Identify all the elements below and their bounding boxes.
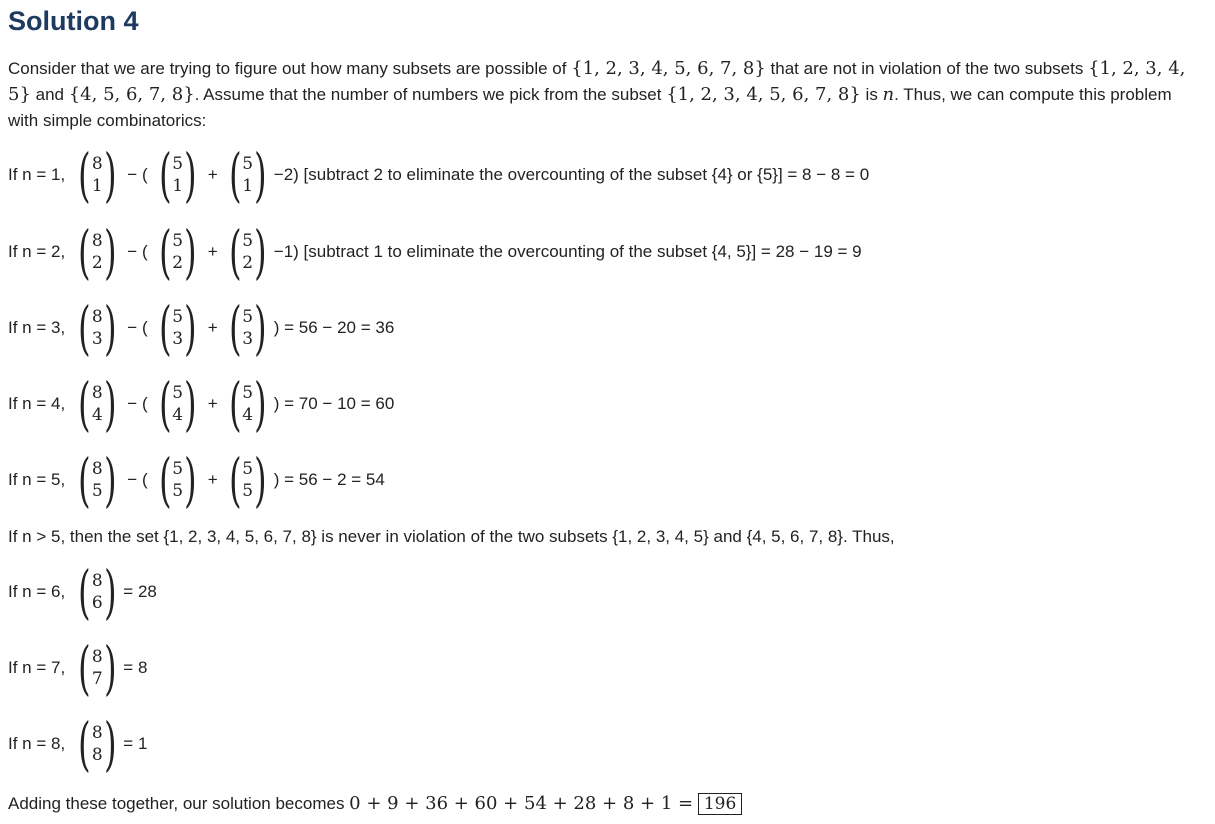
minus-operator: − ( [127,394,148,413]
binomial [224,294,272,362]
paren-left: ( [158,218,172,286]
paren-right: ) [254,446,267,514]
binom-bottom: 1 [172,176,184,196]
case-row-7 [8,636,147,700]
binom-bottom: 4 [172,405,184,425]
paren-left: ( [78,370,91,438]
case-row-5 [8,448,385,512]
case-label: If n = 4, [8,394,66,413]
paren-right: ) [103,294,117,362]
paren-left: ( [78,141,91,209]
binomial [154,446,202,514]
binom-top: 8 [91,307,103,327]
paren-left: ( [158,294,172,362]
binom-top: 5 [242,459,254,479]
paren-right: ) [184,218,197,286]
binom-bottom: 5 [91,481,103,501]
case-row-1 [8,143,869,207]
paren-right: ) [184,141,197,209]
minus-operator: − ( [127,318,148,337]
binom-top: 5 [172,154,184,174]
paren-right: ) [184,370,197,438]
binom-bottom: 1 [242,176,254,196]
binom-top: 5 [172,307,184,327]
minus-operator: − ( [127,470,148,489]
binomial [73,218,121,286]
binom-bottom: 4 [242,405,254,425]
minus-operator: − ( [127,165,148,184]
paren-left: ( [228,446,242,514]
paren-left: ( [78,710,91,778]
paren-right: ) [103,446,117,514]
binom-bottom: 2 [172,253,184,273]
final-text: Adding these together, our solution becomes [8,794,350,813]
case-tail: ) = 56 − 20 = 36 [273,318,395,337]
case-label: If n = 7, [8,658,66,677]
binom-top: 8 [91,459,103,479]
intro-text-2: that are not in violation of the two subsets [765,59,1089,78]
paren-right: ) [103,218,117,286]
paren-right: ) [103,634,117,702]
binomial [224,370,272,438]
case-tail: −1) [subtract 1 to eliminate the overcounting of the subset {4, 5}] = 28 − 19 = 9 [273,242,862,261]
case-label: If n = 8, [8,734,66,753]
case-row-4 [8,372,394,436]
paren-left: ( [158,370,172,438]
paren-left: ( [228,294,242,362]
binomial [224,141,272,209]
case-tail: = 8 [123,658,148,677]
case-row-8 [8,712,147,776]
transition-paragraph: If n > 5, then the set {1, 2, 3, 4, 5, 6, 7, 8} is never in violation of the two subsets {1, 2, 3, 4, 5} and {4, 5, 6, 7, 8}. Thus, [8,527,895,546]
paren-left: ( [78,294,91,362]
binomial [73,141,121,209]
binom-bottom: 6 [91,593,103,613]
binomial [224,446,272,514]
binom-top: 5 [242,383,254,403]
paren-left: ( [78,558,91,626]
set-b: {4, 5, 6, 7, 8} [68,84,195,105]
binomial [73,710,121,778]
binomial [73,294,121,362]
intro-text-6: . Thus, we can compute this problem with simple combinatorics: [8,85,1172,130]
paren-left: ( [228,141,242,209]
binomial [73,634,121,702]
binom-bottom: 2 [91,253,103,273]
paren-right: ) [184,294,197,362]
binomial [224,218,272,286]
paren-right: ) [254,218,267,286]
binom-top: 5 [172,459,184,479]
paren-right: ) [103,141,117,209]
binom-bottom: 1 [91,176,103,196]
paren-right: ) [254,294,267,362]
case-label: If n = 3, [8,318,66,337]
case-tail: = 28 [123,582,157,601]
binom-bottom: 7 [91,669,103,689]
final-sum: 0 + 9 + 36 + 60 + 54 + 28 + 8 + 1 = [349,793,694,814]
binom-top: 5 [242,231,254,251]
paren-left: ( [78,634,91,702]
plus-operator: + [207,394,218,413]
paren-left: ( [158,446,172,514]
paren-right: ) [103,710,117,778]
binom-top: 8 [91,571,103,591]
binomial [154,370,202,438]
binom-top: 8 [91,723,103,743]
binom-top: 5 [172,383,184,403]
final-answer-box: 196 [698,793,742,815]
binomial [154,218,202,286]
paren-left: ( [78,218,91,286]
set-a: {1, 2, 3, 4, 5} [8,58,1186,105]
case-row-3 [8,296,394,360]
paren-right: ) [254,141,267,209]
paren-left: ( [228,218,242,286]
binom-top: 5 [242,154,254,174]
case-tail: ) = 56 − 2 = 54 [273,470,385,489]
binom-bottom: 8 [91,745,103,765]
binom-top: 8 [91,231,103,251]
binom-top: 5 [172,231,184,251]
case-label: If n = 6, [8,582,66,601]
paren-left: ( [228,370,242,438]
binomial [154,294,202,362]
case-row-2 [8,220,862,284]
intro-text-5: is [860,85,883,104]
binom-bottom: 5 [242,481,254,501]
var-n: n [882,84,895,105]
binom-bottom: 2 [242,253,254,273]
plus-operator: + [207,242,218,261]
binomial [73,370,121,438]
case-row-6 [8,560,157,624]
page-title: Solution 4 [8,6,139,36]
binom-top: 5 [242,307,254,327]
binom-top: 8 [91,647,103,667]
binomial [73,558,121,626]
case-label: If n = 5, [8,470,66,489]
intro-text-4: . Assume that the number of numbers we pick from the subset [194,85,667,104]
minus-operator: − ( [127,242,148,261]
intro-text-3: and [30,85,69,104]
paren-right: ) [184,446,197,514]
case-tail: ) = 70 − 10 = 60 [273,394,395,413]
binom-bottom: 4 [91,405,103,425]
final-paragraph [8,791,1203,817]
paren-right: ) [103,558,117,626]
case-label: If n = 2, [8,242,66,261]
binom-bottom: 3 [242,329,254,349]
intro-text-1: Consider that we are trying to figure out how many subsets are possible of [8,59,572,78]
binom-bottom: 3 [172,329,184,349]
paren-left: ( [78,446,91,514]
paren-right: ) [254,370,267,438]
plus-operator: + [207,318,218,337]
case-tail: = 1 [123,734,148,753]
binom-top: 8 [91,154,103,174]
set-full-2: {1, 2, 3, 4, 5, 6, 7, 8} [666,84,861,105]
set-full: {1, 2, 3, 4, 5, 6, 7, 8} [571,58,766,79]
paren-left: ( [158,141,172,209]
binom-bottom: 5 [172,481,184,501]
binomial [154,141,202,209]
plus-operator: + [207,470,218,489]
binom-top: 8 [91,383,103,403]
binom-bottom: 3 [91,329,103,349]
intro-paragraph [8,56,1203,134]
case-tail: −2) [subtract 2 to eliminate the overcounting of the subset {4} or {5}] = 8 − 8 = 0 [273,165,870,184]
paren-right: ) [103,370,117,438]
plus-operator: + [207,165,218,184]
case-label: If n = 1, [8,165,66,184]
binomial [73,446,121,514]
